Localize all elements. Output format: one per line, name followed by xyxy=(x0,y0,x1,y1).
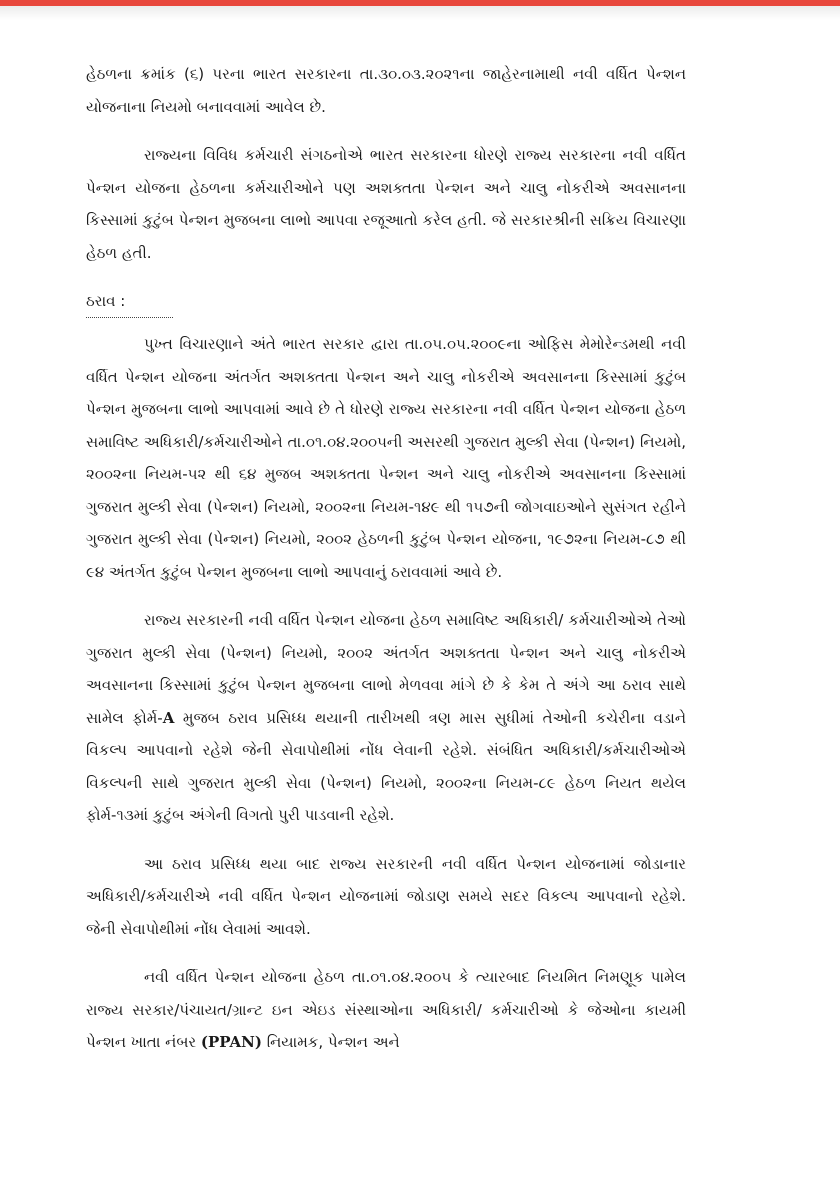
paragraph-ppan-text-2: નિયામક, પેન્શન અને xyxy=(261,1033,400,1051)
paragraph-option-form-text-2: મુજબ ઠરાવ પ્રસિધ્ધ થયાની તારીખથી ત્રણ માસ સુધીમાં તેઓની કચેરીના વડાને વિકલ્પ આપવાનો રહેશે જેની સેવાપોથીમાં નોંધ લેવાની રહેશે. સંબંધિત અધિકારી/કર્મચારીઓએ વિકલ્પની સાથે ગુજરાત મુલ્કી સેવા (પેન્શન) નિયમો, ૨૦૦૨ના નિયમ-૮૯ હેઠળ નિયત થયેલ ફોર્મ-૧૩માં કુટુંબ અંગેની વિગતો પુરી પાડવાની રહેશે. xyxy=(86,708,686,824)
paragraph-ppan-text-1: નવી વર્ધિત પેન્શન યોજના હેઠળ તા.૦૧.૦૪.૨૦૦૫ કે ત્યારબાદ નિયમિત નિમણૂક પામેલ રાજ્ય સરકાર/પંચાયત/ગ્રાન્ટ ઇન એઇડ સંસ્થાઓના અધિકારી/ કર્મચારીઓ કે જેઓના કાયમી પેન્શન ખાતા નંબર xyxy=(86,968,686,1051)
paragraph-resolution: પુખ્ત વિચારણાને અંતે ભારત સરકાર દ્વારા તા.૦૫.૦૫.૨૦૦૯ના ઓફિસ મેમોરેન્ડમથી નવી વર્ધિત પેન્શન યોજના અંતર્ગત અશક્તતા પેન્શન અને ચાલુ નોકરીએ અવસાનના કિસ્સામાં કુટુંબ પેન્શન મુજબના લાભો આપવામાં આવે છે તે ધોરણે રાજ્ય સરકારના નવી વર્ધિત પેન્શન યોજના હેઠળ સમાવિષ્ટ અધિકારી/કર્મચારીઓને તા.૦૧.૦૪.૨૦૦૫ની અસરથી ગુજરાત મુલ્કી સેવા (પેન્શન) નિયમો, ૨૦૦૨ના નિયમ-૫૨ થી ૬૪ મુજબ અશક્તતા પેન્શન અને ચાલુ નોકરીએ અવસાનના કિસ્સામાં ગુજરાત મુલ્કી સેવા (પેન્શન) નિયમો, ૨૦૦૨ના નિયમ-૧૪૯ થી ૧૫૭ની જોગવાઇઓને સુસંગત રહીને ગુજરાત મુલ્કી સેવા (પેન્શન) નિયમો, ૨૦૦૨ હેઠળની કુટુંબ પેન્શન યોજના, ૧૯૭૨ના નિયમ-૮૭ થી ૯૪ અંતર્ગત કુટુંબ પેન્શન મુજબના લાભો આપવાનું ઠરાવવામાં આવે છે. xyxy=(86,335,686,581)
paragraph-intro: હેઠળના ક્રમાંક (૬) પરના ભારત સરકારના તા.૩૦.૦૩.૨૦૨૧ના જાહેરનામાથી નવી વર્ધિત પેન્શન યોજનાના નિયમો બનાવવામાં આવેલ છે. xyxy=(86,65,686,116)
paragraph-new-joiners: આ ઠરાવ પ્રસિધ્ધ થયા બાદ રાજ્ય સરકારની નવી વર્ધિત પેન્શન યોજનામાં જોડાનાર અધિકારી/કર્મચારીએ નવી વર્ધિત પેન્શન યોજનામાં જોડાણ સમયે સદર વિકલ્પ આપવાનો રહેશે. જેની સેવાપોથીમાં નોંધ લેવામાં આવશે. xyxy=(86,854,686,938)
paragraph-option-form-text-1: રાજ્ય સરકારની નવી વર્ધિત પેન્શન યોજના હેઠળ સમાવિષ્ટ અધિકારી/ કર્મચારીઓએ તેઓ ગુજરાત મુલ્કી સેવા (પેન્શન) નિયમો, ૨૦૦૨ અંતર્ગત અશક્તતા પેન્શન અને ચાલુ નોકરીએ અવસાનના કિસ્સામાં કુટુંબ પેન્શન મુજબના લાભો મેળવવા માંગે છે કે કેમ તે અંગે આ ઠરાવ સાથે સામેલ ફોર્મ- xyxy=(86,611,686,727)
ppan-label: (PPAN) xyxy=(200,1033,262,1051)
paragraph-option-form xyxy=(86,604,686,832)
form-a-label: A xyxy=(162,708,175,727)
top-bar-shadow xyxy=(0,6,840,20)
paragraph-ppan xyxy=(86,961,686,1059)
paragraph-employee-unions: રાજ્યના વિવિધ કર્મચારી સંગઠનોએ ભારત સરકારના ધોરણે રાજ્ય સરકારના નવી વર્ધિત પેન્શન યોજના હેઠળના કર્મચારીઓને પણ અશક્તતા પેન્શન અને ચાલુ નોકરીએ અવસાનના કિસ્સામાં કુટુંબ પેન્શન મુજબના લાભો આપવા રજૂઆતો કરેલ હતી. જે સરકારશ્રીની સક્રિય વિચારણા હેઠળ હતી. xyxy=(86,146,686,262)
resolution-heading: ઠરાવ : xyxy=(86,285,173,318)
document-page xyxy=(86,58,686,1059)
